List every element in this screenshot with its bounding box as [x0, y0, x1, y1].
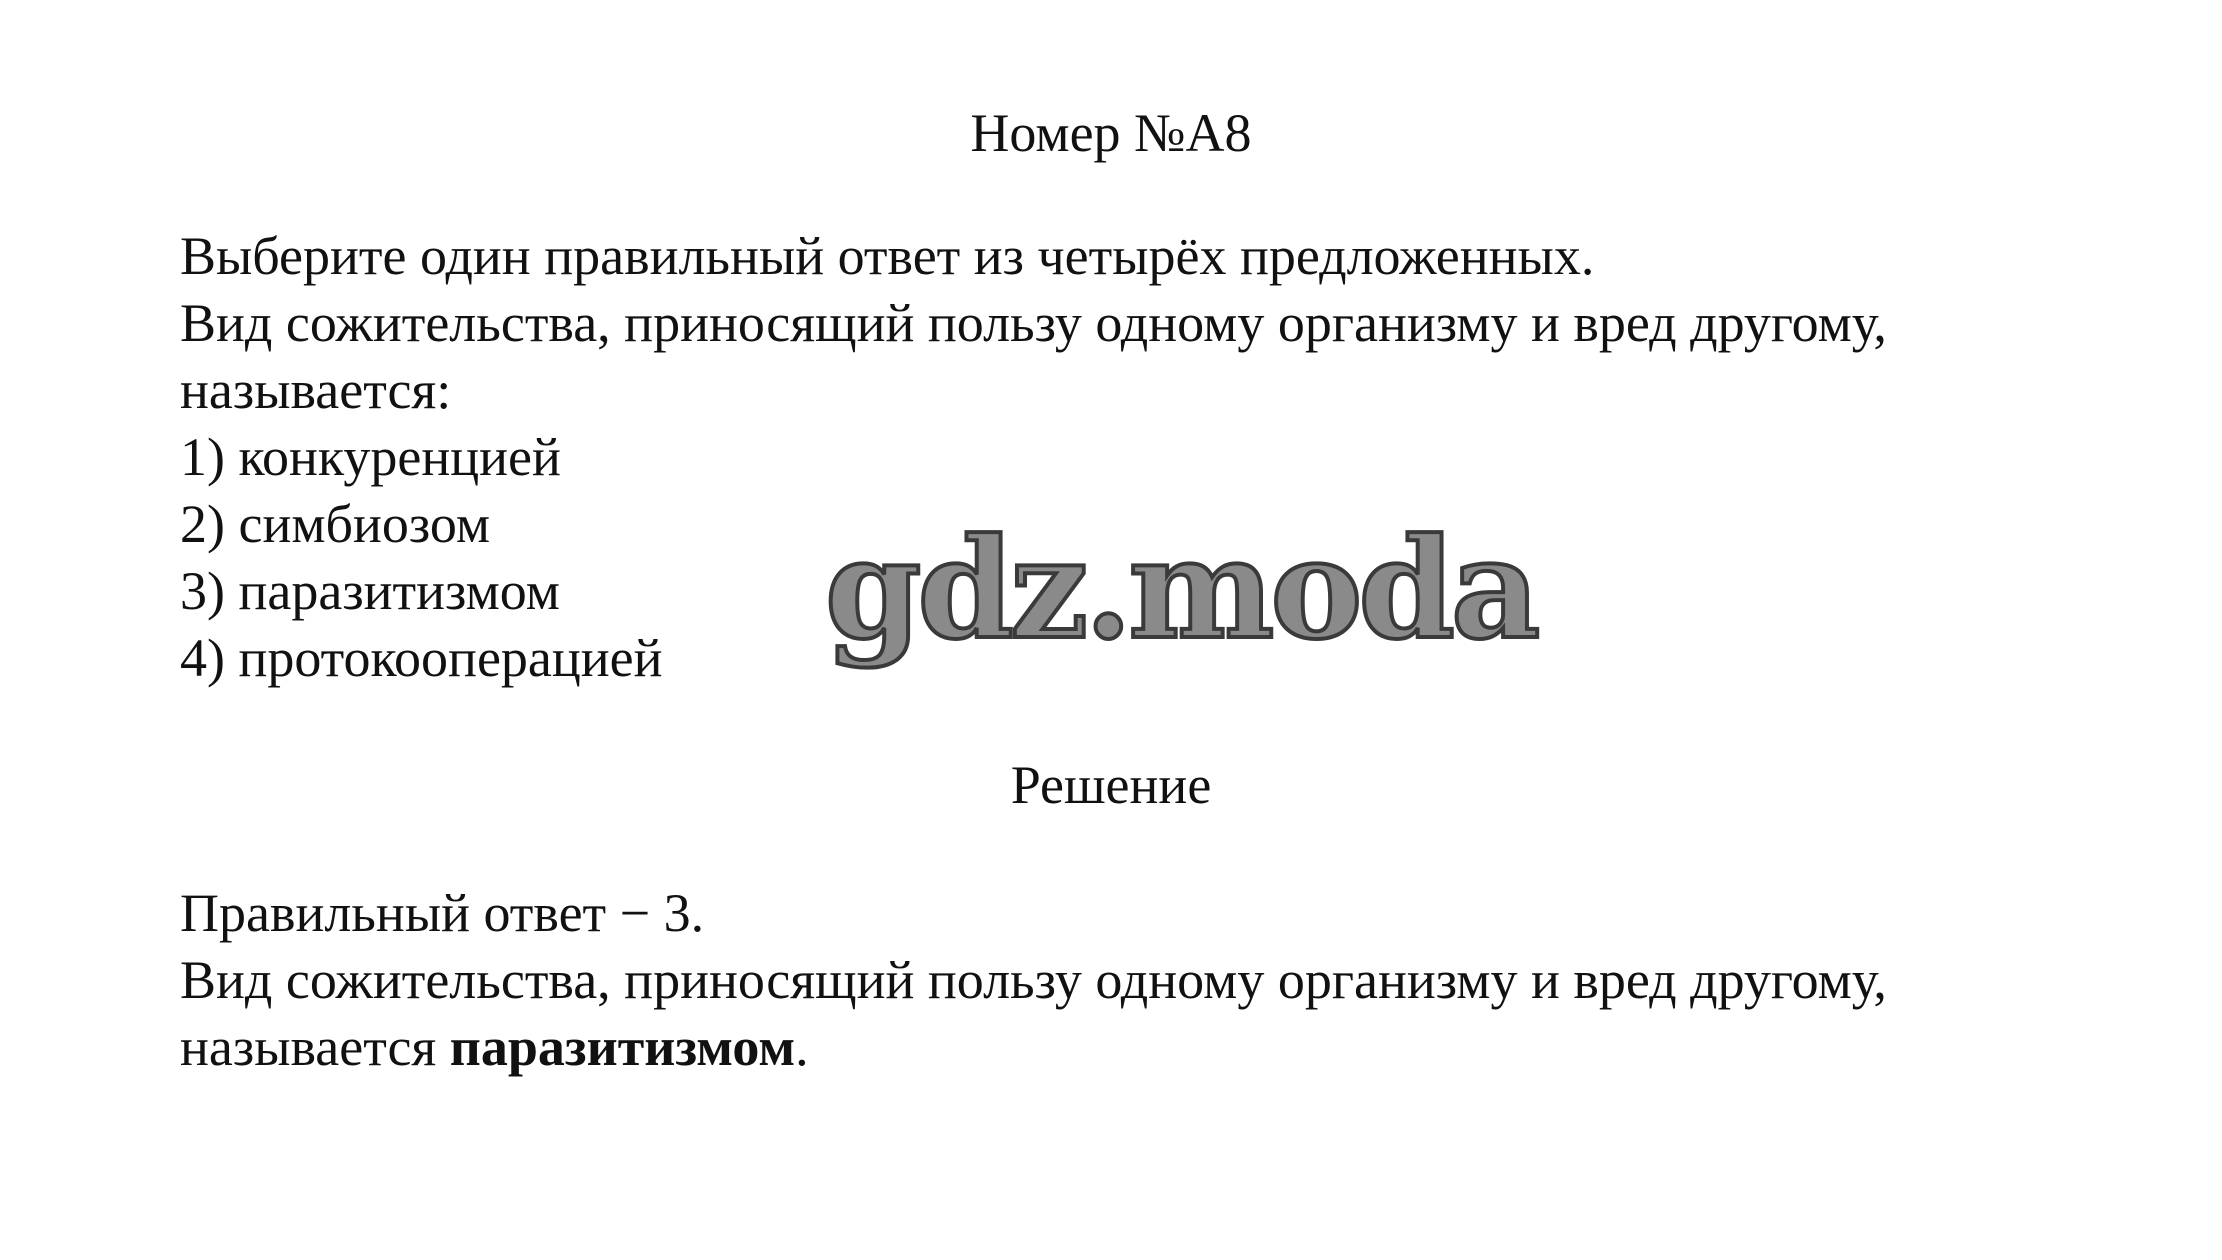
correct-answer: Правильный ответ − 3. [180, 883, 705, 943]
explanation-prefix: называется [180, 1017, 450, 1077]
explanation-suffix: . [795, 1017, 809, 1077]
watermark-logo [820, 507, 1537, 682]
page-title: Номер №A8 [970, 103, 1252, 163]
option-1: 1) конкуренцией [180, 427, 561, 487]
answer-term: паразитизмом [449, 1017, 796, 1077]
option-3: 3) паразитизмом [180, 561, 560, 621]
explanation-line-1: Вид сожительства, приносящий пользу одному организму и вред другому, [180, 950, 1887, 1010]
explanation-line-2 [180, 1014, 1887, 1081]
question-text-line-2: называется: [180, 360, 452, 420]
question-instruction: Выберите один правильный ответ из четырёх предложенных. [180, 226, 1595, 286]
solution-heading: Решение [1010, 755, 1212, 815]
question-text-line-1: Вид сожительства, приносящий пользу одному организму и вред другому, [180, 293, 1887, 353]
option-4: 4) протокооперацией [180, 628, 663, 688]
watermark-text: gdz.moda [825, 507, 1537, 670]
option-2: 2) симбиозом [180, 494, 491, 554]
answer-block [180, 880, 1887, 1081]
